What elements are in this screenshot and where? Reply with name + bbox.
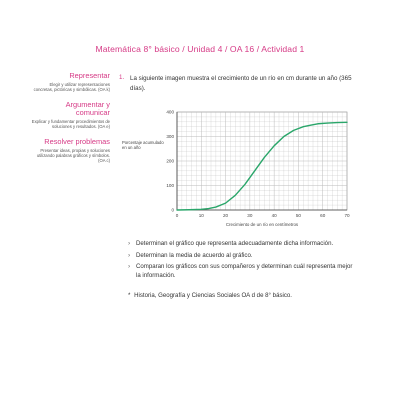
x-tick-label: 60	[320, 213, 326, 218]
skill-description: Explicar y fundamentar procedimientos de soluciones y resultados. (OA e)	[31, 118, 110, 130]
skills-sidebar	[30, 72, 110, 172]
y-tick-label: 400	[166, 109, 174, 115]
question-number: 1.	[119, 74, 125, 81]
x-tick-label: 40	[271, 213, 277, 218]
x-axis-label: Crecimiento de un río en centímetros	[225, 222, 299, 227]
task-text: Determinan el gráfico que representa adecuadamente dicha información.	[136, 240, 334, 247]
chevron-right-icon: ›	[128, 240, 131, 247]
task-text: Determinan la media de acuerdo al gráfico.	[136, 251, 253, 259]
y-tick-label: 100	[166, 183, 174, 189]
skill-resolver	[30, 138, 110, 164]
skill-title: Argumentar y comunicar	[65, 99, 110, 117]
x-tick-label: 30	[247, 213, 253, 218]
y-axis-label: Porcentaje acumulado en un año	[122, 140, 164, 151]
skill-description: Presentar ideas, propias y soluciones utilizando palabras gráficos y símbolos. (OA c)	[36, 147, 110, 164]
x-tick-label: 10	[198, 213, 204, 218]
line-chart	[160, 106, 360, 234]
y-tick-label: 200	[166, 158, 174, 164]
y-tick-label: 0	[171, 207, 174, 213]
page-title: Matemática 8° básico / Unidad 4 / OA 16 / Actividad 1	[95, 44, 305, 54]
task-text: Comparan los gráficos con sus compañeros y determinan cuál representa mejor la información.	[136, 263, 353, 279]
question-text: La siguiente imagen muestra el crecimiento de un río en cm durante un año (365 días).	[130, 75, 352, 92]
footnote	[128, 292, 368, 300]
x-tick-label: 70	[344, 213, 350, 218]
x-tick-label: 0	[175, 213, 179, 218]
skill-title: Representar	[69, 71, 110, 80]
task-list	[128, 240, 358, 283]
list-item	[128, 240, 358, 249]
chevron-right-icon: ›	[128, 251, 131, 259]
list-item	[128, 252, 358, 261]
x-tick-label: 50	[295, 213, 301, 218]
y-tick-label: 300	[166, 134, 174, 140]
skill-argumentar	[30, 101, 110, 130]
footnote-text: Historia, Geografía y Ciencias Sociales OA d de 8° básico.	[134, 292, 292, 299]
skill-representar	[30, 72, 110, 93]
skill-description: Elegir y utilizar representaciones concretas, pictóricas y simbólicas. (OA k)	[33, 82, 110, 93]
skill-title: Resolver problemas	[44, 136, 110, 146]
chevron-right-icon: ›	[128, 263, 131, 271]
list-item	[128, 263, 358, 280]
footnote-star: *	[128, 292, 131, 299]
x-tick-label: 20	[223, 213, 229, 218]
